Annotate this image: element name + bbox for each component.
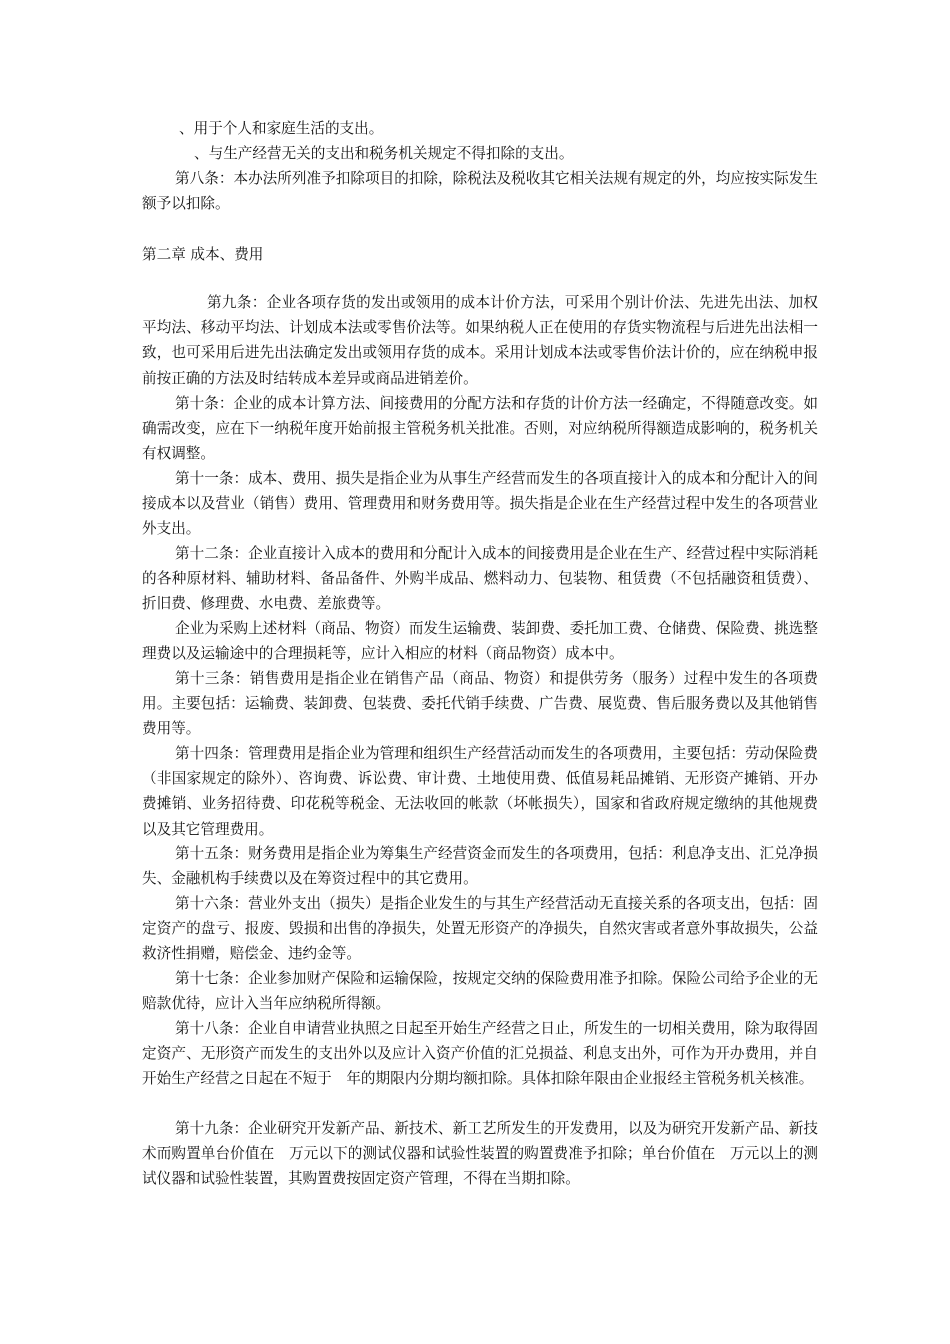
article-9: 第九条：企业各项存货的发出或领用的成本计价方法，可采用个别计价法、先进先出法、加权平均法、移动平均法、计划成本法或零售价法等。如果纳税人正在使用的存货实物流程与后进先出法相一致，也可采用后进先出法确定发出或领用存货的成本。采用计划成本法或零售价法计价的，应在纳税申报前按正确的方法及时结转成本差异或商品进销差价。 [142, 294, 818, 387]
article-19: 第十九条：企业研究开发新产品、新技术、新工艺所发生的开发费用，以及为研究开发新产品、新技术而购置单台价值在 万元以下的测试仪器和试验性装置的购置费准予扣除；单台价值在 万元以上的测试仪器和试验性装置，其购置费按固定资产管理，不得在当期扣除。 [142, 1120, 818, 1188]
article-15: 第十五条：财务费用是指企业为筹集生产经营资金而发生的各项费用，包括：利息净支出、汇兑净损失、金融机构手续费以及在筹资过程中的其它费用。 [142, 845, 818, 888]
chapter-2-heading: 第二章 成本、费用 [142, 246, 264, 263]
article-17: 第十七条：企业参加财产保险和运输保险，按规定交纳的保险费用准予扣除。保险公司给予企业的无赔款优待，应计入当年应纳税所得额。 [142, 970, 818, 1013]
article-8: 第八条：本办法所列准予扣除项目的扣除，除税法及税收其它相关法规有规定的外，均应按实际发生额予以扣除。 [142, 170, 818, 213]
article-18: 第十八条：企业自申请营业执照之日起至开始生产经营之日止，所发生的一切相关费用，除为取得固定资产、无形资产而发生的支出外以及应计入资产价值的汇兑损益、利息支出外，可作为开办费用，并自开始生产经营之日起在不短于 年的期限内分期均额扣除。具体扣除年限由企业报经主管税务机关核准。 [142, 1020, 818, 1088]
article-10: 第十条：企业的成本计算方法、间接费用的分配方法和存货的计价方法一经确定，不得随意改变。如确需改变，应在下一纳税年度开始前报主管税务机关批准。否则，对应纳税所得额造成影响的，税务机关有权调整。 [142, 395, 818, 463]
article-12: 第十二条：企业直接计入成本的费用和分配计入成本的间接费用是企业在生产、经营过程中实际消耗的各种原材料、辅助材料、备品备件、外购半成品、燃料动力、包装物、租赁费（不包括融资租赁费）、折旧费、修理费、水电费、差旅费等。 [142, 545, 818, 613]
clause-personal-expenses: 、用于个人和家庭生活的支出。 [179, 120, 384, 137]
article-16: 第十六条：营业外支出（损失）是指企业发生的与其生产经营活动无直接关系的各项支出，包括：固定资产的盘亏、报废、毁损和出售的净损失，处置无形资产的净损失，自然灾害或者意外事故损失，公益救济性捐赠，赔偿金、违约金等。 [142, 895, 818, 963]
article-14: 第十四条：管理费用是指企业为管理和组织生产经营活动而发生的各项费用，主要包括：劳动保险费（非国家规定的除外）、咨询费、诉讼费、审计费、土地使用费、低值易耗品摊销、无形资产摊销、开办费摊销、业务招待费、印花税等税金、无法收回的帐款（坏帐损失），国家和省政府规定缴纳的其他规费以及其它管理费用。 [142, 745, 818, 838]
article-13: 第十三条：销售费用是指企业在销售产品（商品、物资）和提供劳务（服务）过程中发生的各项费用。主要包括：运输费、装卸费、包装费、委托代销手续费、广告费、展览费、售后服务费以及其他销售费用等。 [142, 670, 818, 738]
article-11: 第十一条：成本、费用、损失是指企业为从事生产经营而发生的各项直接计入的成本和分配计入的间接成本以及营业（销售）费用、管理费用和财务费用等。损失指是企业在生产经营过程中发生的各项营业外支出。 [142, 470, 818, 538]
article-12-para-2: 企业为采购上述材料（商品、物资）而发生运输费、装卸费、委托加工费、仓储费、保险费、挑选整理费以及运输途中的合理损耗等，应计入相应的材料（商品物资）成本中。 [142, 620, 818, 663]
clause-unrelated-expenses: 、与生产经营无关的支出和税务机关规定不得扣除的支出。 [194, 145, 574, 162]
